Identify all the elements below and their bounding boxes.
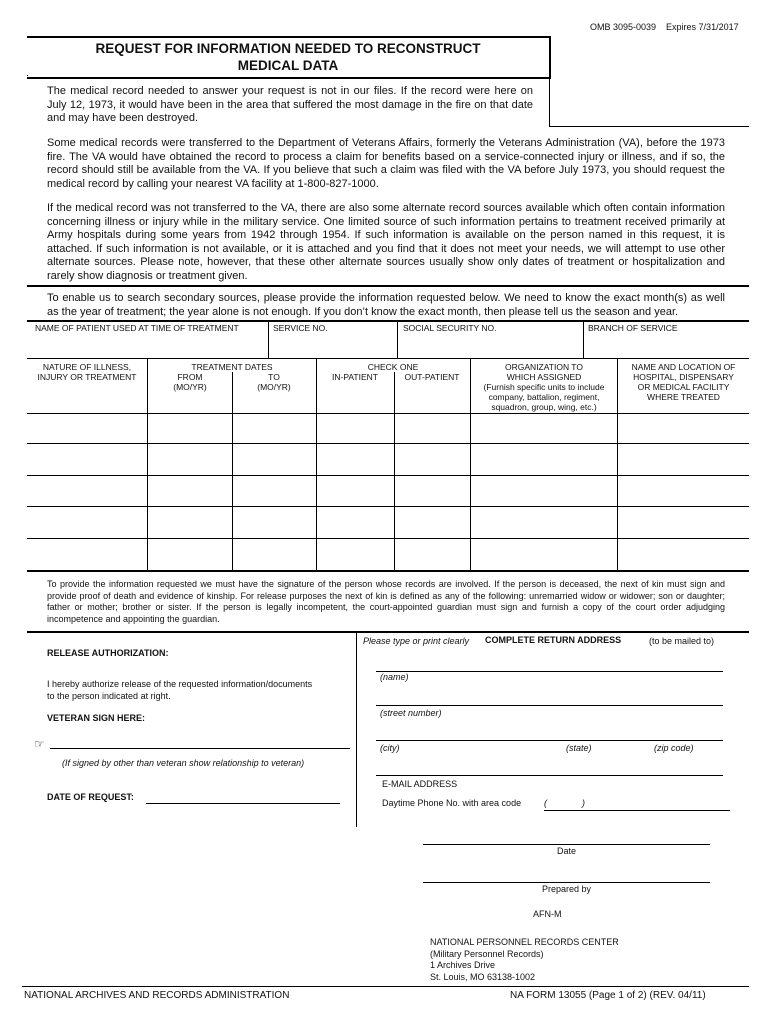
area-code-close: ) bbox=[582, 798, 585, 808]
patient-name-field[interactable] bbox=[35, 335, 265, 355]
authorize-line: to the person indicated at right. bbox=[47, 691, 171, 701]
treatment-dates-header: TREATMENT DATES bbox=[191, 362, 273, 372]
branch-field[interactable] bbox=[587, 335, 747, 355]
service-no-label: SERVICE NO. bbox=[273, 323, 328, 333]
nature-header-line: INJURY OR TREATMENT bbox=[37, 372, 137, 382]
branch-label: BRANCH OF SERVICE bbox=[588, 323, 678, 333]
date-line bbox=[423, 844, 710, 845]
location-header-line: OR MEDICAL FACILITY bbox=[637, 382, 730, 392]
authorize-text bbox=[47, 678, 312, 702]
address-line bbox=[376, 705, 723, 706]
footer-form-id: NA FORM 13055 (Page 1 of 2) (REV. 04/11) bbox=[510, 990, 706, 1001]
section-divider bbox=[27, 285, 749, 287]
nature-entry-cells[interactable] bbox=[28, 414, 146, 569]
zip-label: (zip code) bbox=[654, 743, 694, 753]
date-of-request-line bbox=[146, 803, 340, 804]
col-divider bbox=[268, 320, 269, 358]
location-header-line: NAME AND LOCATION OF bbox=[631, 362, 736, 372]
address-line-text: NATIONAL PERSONNEL RECORDS CENTER bbox=[430, 937, 619, 947]
address-line-text: St. Louis, MO 63138-1002 bbox=[430, 971, 536, 982]
address-line bbox=[376, 740, 723, 741]
col-divider bbox=[397, 320, 398, 358]
title-line-1: REQUEST FOR INFORMATION NEEDED TO RECONSTRUCT bbox=[95, 41, 481, 56]
form-title bbox=[27, 40, 549, 74]
return-city-state-zip-field[interactable] bbox=[376, 723, 723, 739]
intro-paragraph: The medical record needed to answer your request is not in our files. If the record were here on July 12, 1973, it would have been in the area that suffered the most damage in the fire on that date and may have been destroyed. bbox=[47, 85, 533, 124]
location-entry-cells[interactable] bbox=[618, 414, 748, 569]
name-label: (name) bbox=[380, 672, 409, 682]
street-label: (street number) bbox=[380, 708, 442, 718]
release-section-top bbox=[27, 631, 749, 633]
to-header-line: TO bbox=[268, 372, 280, 382]
phone-field[interactable] bbox=[550, 796, 730, 810]
organization-header bbox=[470, 362, 618, 412]
organization-header-line: WHICH ASSIGNED bbox=[506, 372, 582, 382]
omb-number: OMB 3095-0039 Expires 7/31/2017 bbox=[590, 22, 739, 32]
city-label: (city) bbox=[380, 743, 400, 753]
outpatient-checkbox-cells[interactable] bbox=[395, 414, 469, 569]
location-header bbox=[618, 362, 749, 402]
date-of-request-label: DATE OF REQUEST: bbox=[47, 792, 134, 802]
mailing-address bbox=[430, 937, 619, 983]
service-no-field[interactable] bbox=[272, 335, 394, 355]
phone-line bbox=[544, 810, 730, 811]
va-paragraph: Some medical records were transferred to the Department of Veterans Affairs, formerly the Veterans Administration (VA), before the 1973 fire. The VA would have obtained the record to process a claim for benefits based on a service-connected injury or illness, and if so, the record should still be available from the VA. If you believe that such a claim was filed with the VA before July 1973, you should request the medical record by calling your nearest VA facility at 1-800-827-1000. bbox=[47, 137, 725, 190]
return-address-heading: COMPLETE RETURN ADDRESS bbox=[485, 635, 622, 645]
inpatient-header: IN-PATIENT bbox=[332, 372, 378, 382]
col-divider bbox=[583, 320, 584, 358]
return-extra-line-field[interactable] bbox=[376, 760, 723, 774]
check-one-header: CHECK ONE bbox=[367, 362, 419, 372]
return-street-field[interactable] bbox=[376, 690, 723, 704]
ssn-field[interactable] bbox=[401, 335, 581, 355]
nature-header bbox=[27, 362, 147, 382]
return-name-field[interactable] bbox=[376, 656, 723, 670]
organization-header-line: company, battalion, regiment, bbox=[488, 392, 600, 402]
date-of-request-field[interactable] bbox=[146, 790, 340, 803]
office-box-bottom bbox=[549, 126, 749, 127]
veteran-sign-label: VETERAN SIGN HERE: bbox=[47, 713, 146, 723]
address-line-text: (Military Personnel Records) bbox=[430, 948, 544, 959]
type-print-note: Please type or print clearly bbox=[363, 636, 470, 646]
spacer bbox=[27, 75, 28, 76]
footer-agency: NATIONAL ARCHIVES AND RECORDS ADMINISTRATION bbox=[24, 990, 290, 1001]
organization-entry-cells[interactable] bbox=[471, 414, 616, 569]
address-line bbox=[376, 775, 723, 776]
to-header bbox=[232, 372, 316, 392]
address-line bbox=[376, 671, 723, 672]
signature-requirements: To provide the information requested we must have the signature of the person whose records are involved. If the person is deceased, the next of kin must sign and provide proof of death and evidence of kinship. For release purposes the next of kin is defined as any of the following: unremarried widow or widower; son or daughter; father or mother; brother or sister. If the person is legally incompetent, the court-appointed guardian must sign and furnish a copy of the court order adjudging incompetence and appointing the guardian. bbox=[47, 579, 725, 624]
state-label: (state) bbox=[566, 743, 592, 753]
prepared-by-line bbox=[423, 882, 710, 883]
prepared-by-label: Prepared by bbox=[541, 884, 592, 894]
mailed-to-note: (to be mailed to) bbox=[649, 636, 715, 646]
organization-header-line: ORGANIZATION TO bbox=[505, 362, 583, 372]
office-date-label: Date bbox=[556, 846, 576, 856]
from-header-line: FROM bbox=[177, 372, 203, 382]
patient-name-label: NAME OF PATIENT USED AT TIME OF TREATMENT bbox=[35, 323, 239, 333]
footer-rule bbox=[22, 986, 749, 987]
afn-code: AFN-M bbox=[533, 909, 562, 919]
from-entry-cells[interactable] bbox=[148, 414, 231, 569]
patient-row-top bbox=[27, 320, 749, 322]
nature-header-line: NATURE OF ILLNESS, bbox=[42, 362, 132, 372]
signature-field[interactable] bbox=[50, 734, 350, 748]
office-box-divider bbox=[549, 36, 550, 126]
patient-row-bottom bbox=[27, 358, 749, 359]
to-entry-cells[interactable] bbox=[233, 414, 315, 569]
organization-header-line: squadron, group, wing, etc.) bbox=[491, 402, 597, 412]
search-instructions: To enable us to search secondary sources, please provide the information requested below. We need to know the exact month(s) as well as the year of treatment; the year alone is not enough. If you don’t know the exact month, then please tell us the season and year. bbox=[47, 292, 725, 318]
outpatient-header: OUT-PATIENT bbox=[404, 372, 460, 382]
signature-line bbox=[50, 748, 350, 749]
relationship-note: (If signed by other than veteran show relationship to veteran) bbox=[62, 758, 305, 768]
ssn-label: SOCIAL SECURITY NO. bbox=[403, 323, 497, 333]
from-header bbox=[148, 372, 232, 392]
release-heading: RELEASE AUTHORIZATION: bbox=[47, 648, 169, 658]
release-divider bbox=[356, 631, 357, 827]
area-code-open: ( bbox=[544, 798, 547, 808]
email-field[interactable] bbox=[450, 777, 725, 791]
organization-header-line: (Furnish specific units to include bbox=[483, 382, 605, 392]
to-header-line: (MO/YR) bbox=[257, 382, 291, 392]
from-header-line: (MO/YR) bbox=[173, 382, 207, 392]
location-header-line: WHERE TREATED bbox=[647, 392, 720, 402]
authorize-line: I hereby authorize release of the requested information/documents bbox=[47, 679, 313, 689]
address-line-text: 1 Archives Drive bbox=[430, 960, 496, 970]
alternate-sources-paragraph: If the medical record was not transferred to the VA, there are also some alternate record sources available which often contain information concerning illness or injury while in the military service. One limited source of such information pertains to treatment received primarily at Army hospitals during some years from 1942 through 1954. If such information is available on the person named in this request, it is attached. If such information is not available, or it is attached and you find that it does not meet your needs, we will attempt to use other alternate sources. Please note, however, that these other alternate sources usually show only dates of treatment or hospitalization and rarely show diagnosis or treatment given. bbox=[47, 202, 725, 282]
title-line-2: MEDICAL DATA bbox=[237, 58, 339, 73]
location-header-line: HOSPITAL, DISPENSARY bbox=[633, 372, 734, 382]
phone-label: Daytime Phone No. with area code bbox=[382, 798, 522, 808]
inpatient-checkbox-cells[interactable] bbox=[317, 414, 393, 569]
pointing-hand-icon: ☞ bbox=[34, 737, 45, 751]
table-bottom bbox=[27, 570, 749, 572]
email-label: E-MAIL ADDRESS bbox=[382, 779, 458, 789]
